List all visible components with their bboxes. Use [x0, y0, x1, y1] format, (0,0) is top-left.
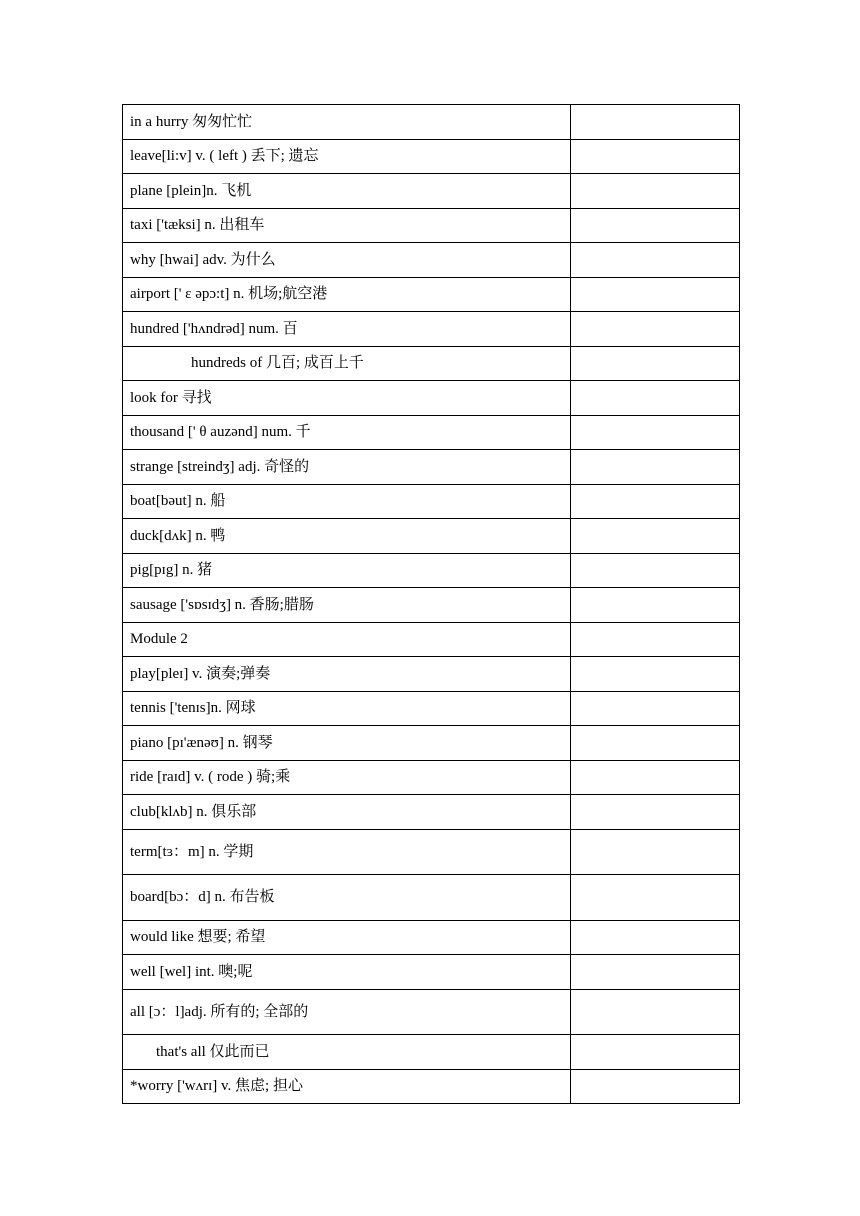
- vocab-row: [123, 139, 740, 174]
- vocab-row: [123, 691, 740, 726]
- vocab-answer-cell: [571, 588, 740, 623]
- vocab-row: [123, 450, 740, 485]
- vocab-row: [123, 795, 740, 830]
- vocab-answer-cell: [571, 875, 740, 921]
- vocab-term-cell: that's all 仅此而已: [123, 1035, 571, 1070]
- vocab-answer-cell: [571, 277, 740, 312]
- vocab-term-cell: airport [' ɛ əpɔ:t] n. 机场;航空港: [123, 277, 571, 312]
- vocab-term-cell: piano [pɪ'ænəʊ] n. 钢琴: [123, 726, 571, 761]
- vocab-term-cell: would like 想要; 希望: [123, 920, 571, 955]
- vocab-row: [123, 989, 740, 1035]
- vocab-term-cell: sausage ['sɒsɪdʒ] n. 香肠;腊肠: [123, 588, 571, 623]
- vocab-term-cell: in a hurry 匆匆忙忙: [123, 105, 571, 140]
- vocab-term-cell: pig[pɪg] n. 猪: [123, 553, 571, 588]
- vocab-answer-cell: [571, 484, 740, 519]
- vocab-row: [123, 519, 740, 554]
- vocab-answer-cell: [571, 657, 740, 692]
- vocab-row: [123, 484, 740, 519]
- vocab-term-cell: term[tɜ：m] n. 学期: [123, 829, 571, 875]
- vocab-answer-cell: [571, 208, 740, 243]
- vocab-row: [123, 243, 740, 278]
- vocab-answer-cell: [571, 450, 740, 485]
- vocab-row: [123, 920, 740, 955]
- vocab-answer-cell: [571, 243, 740, 278]
- vocab-term-cell: strange [streindʒ] adj. 奇怪的: [123, 450, 571, 485]
- vocab-row: [123, 760, 740, 795]
- vocab-term-cell: Module 2: [123, 622, 571, 657]
- vocab-row: [123, 553, 740, 588]
- vocab-row: [123, 657, 740, 692]
- vocab-answer-cell: [571, 726, 740, 761]
- vocab-row: [123, 1069, 740, 1104]
- vocabulary-table-body: [123, 105, 740, 1104]
- vocab-row: [123, 174, 740, 209]
- vocab-term-cell: all [ɔ：l]adj. 所有的; 全部的: [123, 989, 571, 1035]
- vocab-term-cell: board[bɔ：d] n. 布告板: [123, 875, 571, 921]
- vocab-row: [123, 1035, 740, 1070]
- vocab-term-cell: tennis ['tenɪs]n. 网球: [123, 691, 571, 726]
- vocab-row: [123, 105, 740, 140]
- vocab-answer-cell: [571, 519, 740, 554]
- vocab-term-cell: boat[bəut] n. 船: [123, 484, 571, 519]
- vocab-answer-cell: [571, 139, 740, 174]
- vocab-term-cell: hundreds of 几百; 成百上千: [123, 346, 571, 381]
- vocab-answer-cell: [571, 795, 740, 830]
- vocab-row: [123, 955, 740, 990]
- vocab-row: [123, 346, 740, 381]
- vocab-answer-cell: [571, 174, 740, 209]
- vocab-term-cell: duck[dʌk] n. 鸭: [123, 519, 571, 554]
- vocab-answer-cell: [571, 553, 740, 588]
- vocab-answer-cell: [571, 691, 740, 726]
- vocab-row: [123, 588, 740, 623]
- vocab-term-cell: hundred ['hʌndrəd] num. 百: [123, 312, 571, 347]
- vocab-term-cell: taxi ['tæksi] n. 出租车: [123, 208, 571, 243]
- vocab-answer-cell: [571, 989, 740, 1035]
- vocab-term-cell: club[klʌb] n. 俱乐部: [123, 795, 571, 830]
- vocab-term-cell: leave[li:v] v. ( left ) 丢下; 遗忘: [123, 139, 571, 174]
- vocab-row: [123, 381, 740, 416]
- vocab-row: [123, 622, 740, 657]
- vocab-answer-cell: [571, 381, 740, 416]
- vocab-row: [123, 726, 740, 761]
- vocab-term-cell: well [wel] int. 噢;呢: [123, 955, 571, 990]
- vocab-answer-cell: [571, 829, 740, 875]
- vocab-term-cell: play[pleɪ] v. 演奏;弹奏: [123, 657, 571, 692]
- vocab-term-cell: look for 寻找: [123, 381, 571, 416]
- vocab-row: [123, 312, 740, 347]
- vocab-term-cell: why [hwai] adv. 为什么: [123, 243, 571, 278]
- vocab-answer-cell: [571, 105, 740, 140]
- vocab-row: [123, 875, 740, 921]
- vocab-answer-cell: [571, 1035, 740, 1070]
- vocab-answer-cell: [571, 760, 740, 795]
- vocab-term-cell: ride [raɪd] v. ( rode ) 骑;乘: [123, 760, 571, 795]
- vocab-answer-cell: [571, 955, 740, 990]
- vocab-row: [123, 829, 740, 875]
- vocab-answer-cell: [571, 622, 740, 657]
- vocab-answer-cell: [571, 346, 740, 381]
- vocab-answer-cell: [571, 415, 740, 450]
- vocab-answer-cell: [571, 920, 740, 955]
- vocabulary-table: [122, 104, 740, 1104]
- vocab-term-cell: *worry ['wʌrɪ] v. 焦虑; 担心: [123, 1069, 571, 1104]
- vocab-row: [123, 415, 740, 450]
- vocab-term-cell: thousand [' θ auzənd] num. 千: [123, 415, 571, 450]
- vocab-term-cell: plane [plein]n. 飞机: [123, 174, 571, 209]
- vocab-answer-cell: [571, 312, 740, 347]
- vocab-row: [123, 208, 740, 243]
- vocab-row: [123, 277, 740, 312]
- vocab-answer-cell: [571, 1069, 740, 1104]
